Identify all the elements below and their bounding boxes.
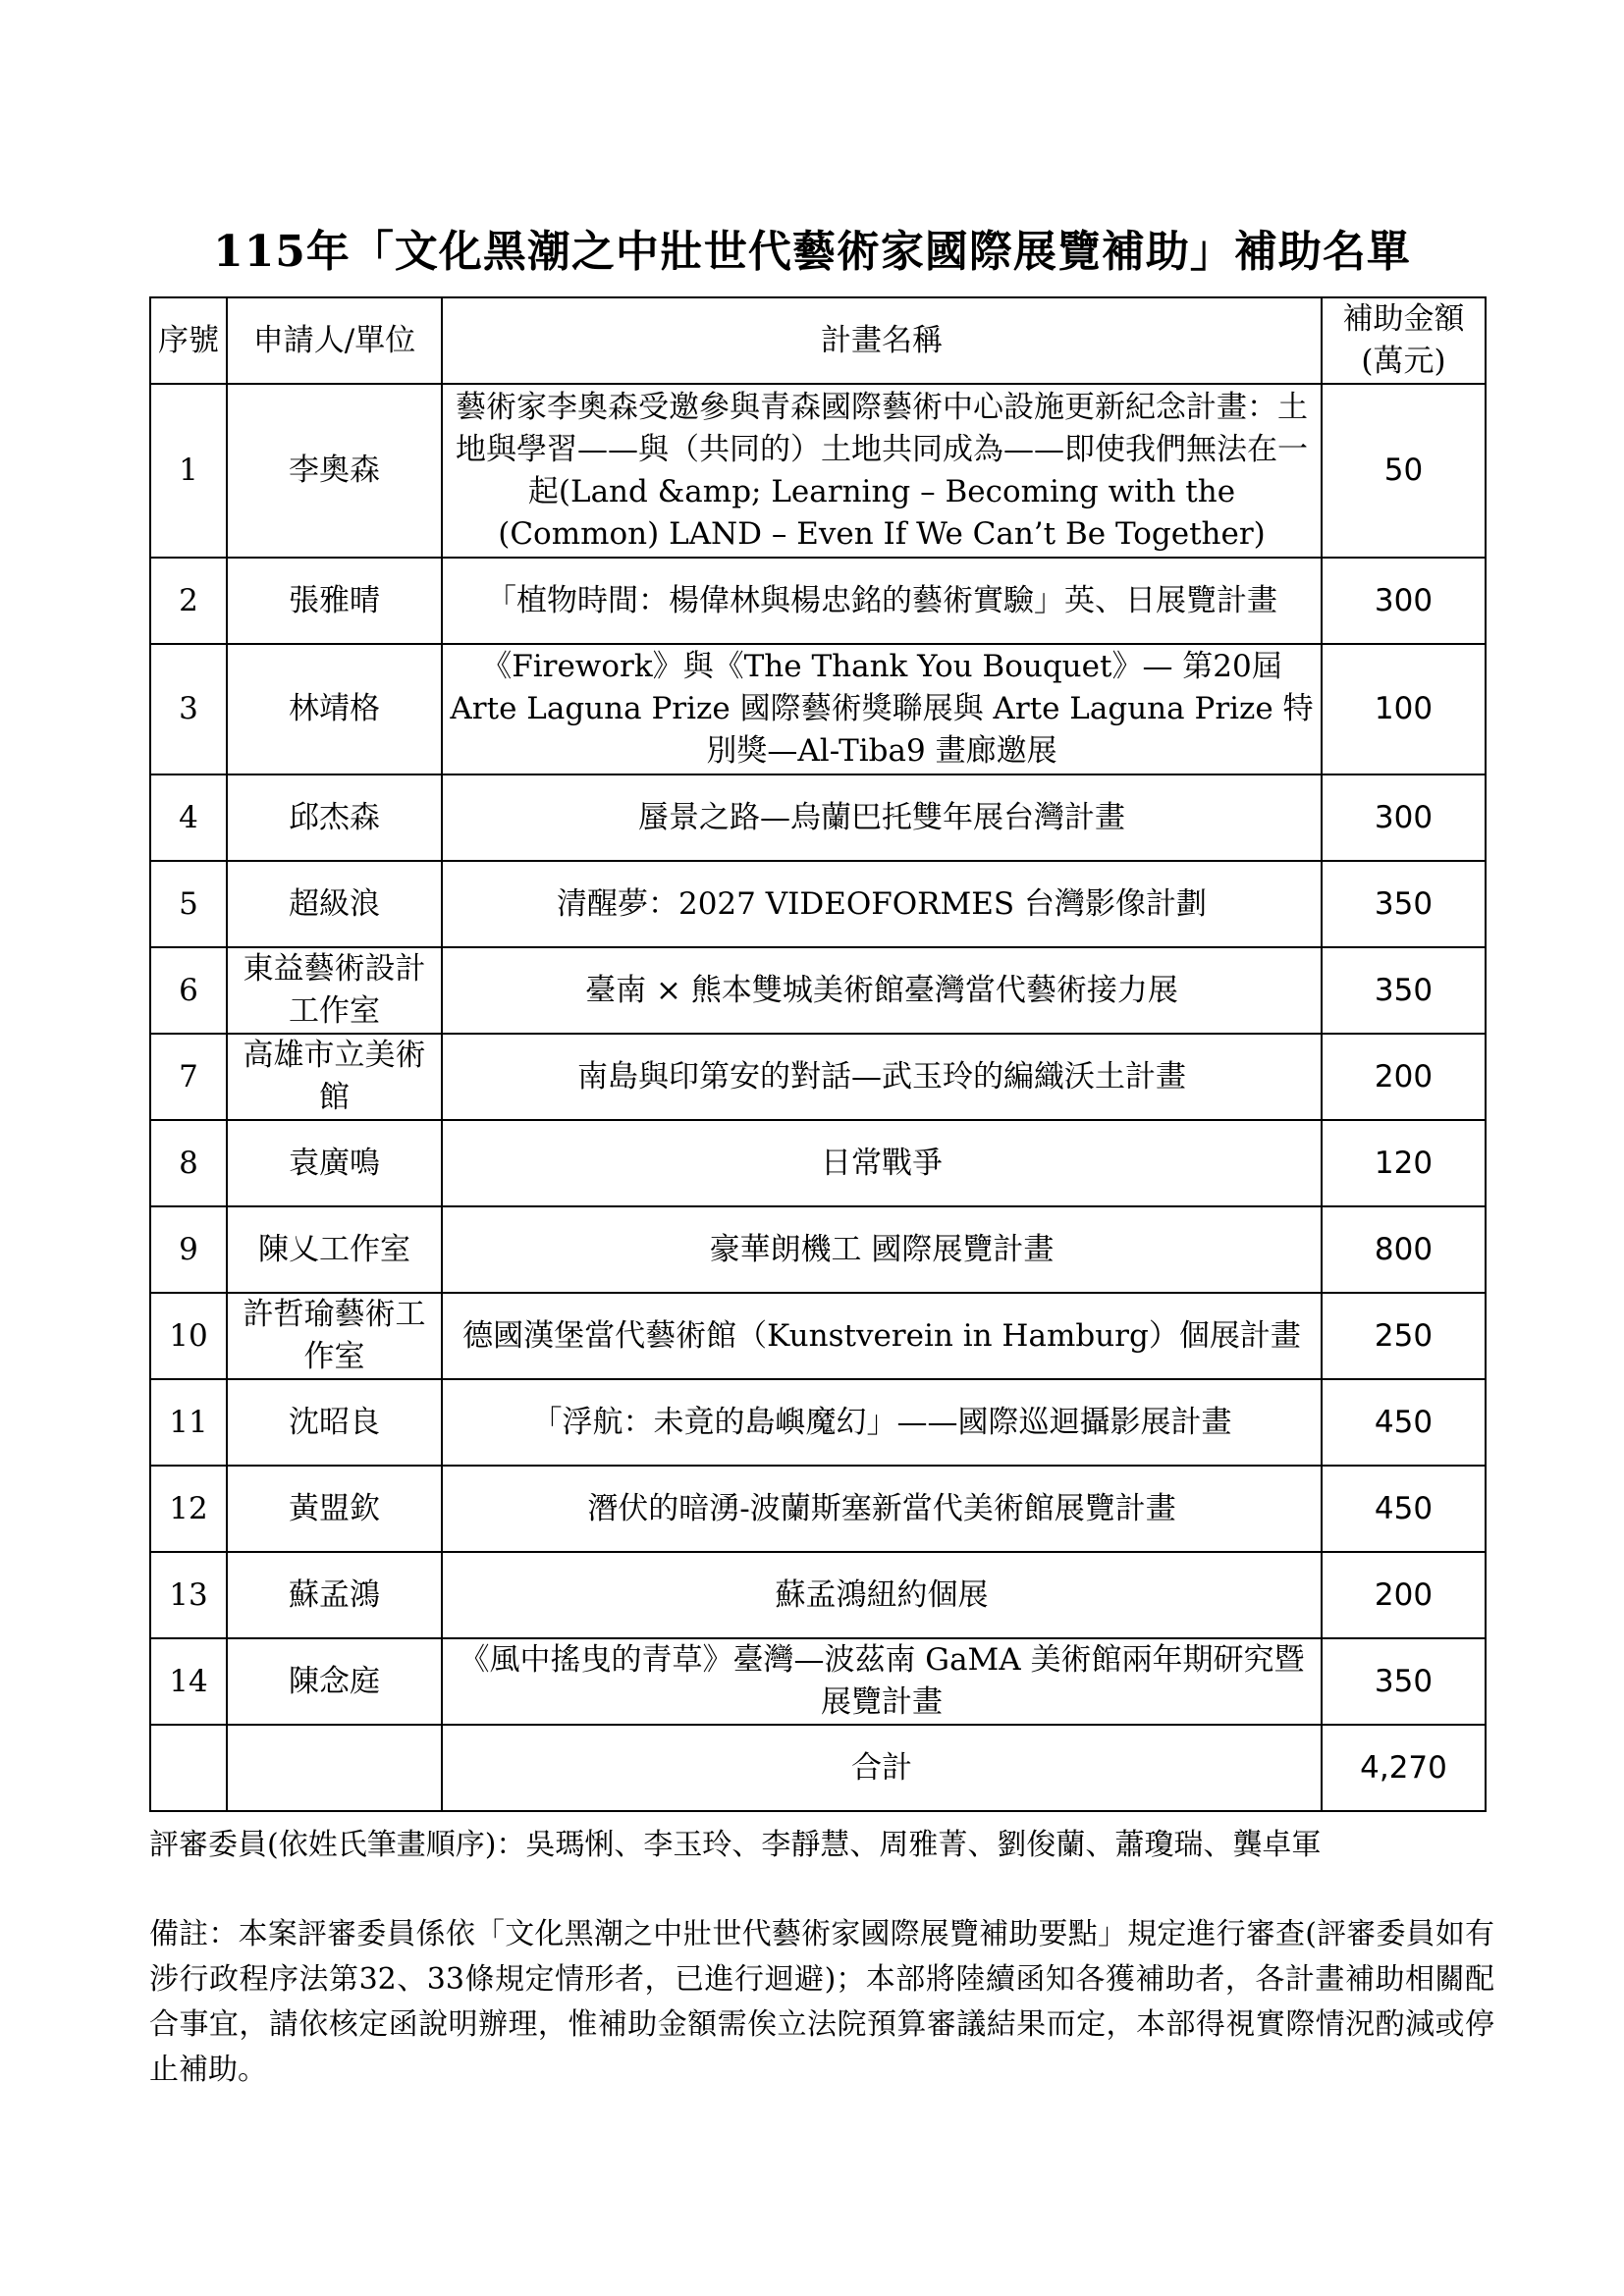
row-applicant: 蘇孟鴻	[227, 1552, 442, 1638]
row-project: 蜃景之路—烏蘭巴托雙年展台灣計畫	[442, 774, 1322, 861]
row-amount: 350	[1322, 1638, 1486, 1725]
row-amount: 450	[1322, 1466, 1486, 1552]
table-row	[150, 861, 1486, 947]
row-no: 14	[150, 1638, 227, 1725]
row-no: 7	[150, 1034, 227, 1120]
row-no: 3	[150, 644, 227, 774]
page-title: 115年「文化黑潮之中壯世代藝術家國際展覽補助」補助名單	[213, 227, 1411, 277]
row-applicant: 超級浪	[227, 861, 442, 947]
header-amount-line1: 補助金額	[1342, 301, 1465, 337]
table-row	[150, 1552, 1486, 1638]
table-row	[150, 384, 1486, 558]
row-project: 藝術家李奧森受邀參與青森國際藝術中心設施更新紀念計畫：土地與學習——與（共同的）土地共同成為——即使我們無法在一起(Land &amp; Learning – Becoming with the (Common) LAND – Even If We Can’t Be Together)	[442, 384, 1322, 558]
header-applicant: 申請人/單位	[227, 297, 442, 384]
row-applicant: 許哲瑜藝術工作室	[227, 1293, 442, 1379]
row-applicant: 李奧森	[227, 384, 442, 558]
table-row	[150, 1466, 1486, 1552]
row-amount: 100	[1322, 644, 1486, 774]
row-no: 5	[150, 861, 227, 947]
row-applicant: 高雄市立美術館	[227, 1034, 442, 1120]
row-applicant: 陳念庭	[227, 1638, 442, 1725]
row-no: 8	[150, 1120, 227, 1206]
table-row	[150, 558, 1486, 644]
row-amount: 50	[1322, 384, 1486, 558]
row-amount: 350	[1322, 861, 1486, 947]
row-no: 13	[150, 1552, 227, 1638]
table-row	[150, 1120, 1486, 1206]
row-applicant: 沈昭良	[227, 1379, 442, 1466]
header-project: 計畫名稱	[442, 297, 1322, 384]
row-no: 12	[150, 1466, 227, 1552]
row-project: 《風中搖曳的青草》臺灣—波茲南 GaMA 美術館兩年期研究暨展覽計畫	[442, 1638, 1322, 1725]
row-project: 「浮航：未竟的島嶼魔幻」——國際巡迴攝影展計畫	[442, 1379, 1322, 1466]
row-no: 10	[150, 1293, 227, 1379]
remarks-note: 備註：本案評審委員係依「文化黑潮之中壯世代藝術家國際展覽補助要點」規定進行審查(評審委員如有涉行政程序法第32、33條規定情形者，已進行迴避)；本部將陸續函知各獲補助者，各計畫補助相關配合事宜，請依核定函說明辦理，惟補助金額需俟立法院預算審議結果而定，本部得視實際情況酌減或停止補助。	[149, 1917, 1494, 2087]
row-amount: 300	[1322, 558, 1486, 644]
row-no: 6	[150, 947, 227, 1034]
header-no: 序號	[150, 297, 227, 384]
row-applicant: 黃盟欽	[227, 1466, 442, 1552]
row-applicant: 張雅晴	[227, 558, 442, 644]
table-row	[150, 947, 1486, 1034]
row-applicant: 邱杰森	[227, 774, 442, 861]
row-project: 南島與印第安的對話—武玉玲的編織沃土計畫	[442, 1034, 1322, 1120]
row-amount: 300	[1322, 774, 1486, 861]
reviewers-list: 評審委員(依姓氏筆畫順序)：吳瑪悧、李玉玲、李靜慧、周雅菁、劉俊蘭、蕭瓊瑞、龔卓軍	[149, 1828, 1322, 1862]
row-applicant: 林靖格	[227, 644, 442, 774]
row-no: 11	[150, 1379, 227, 1466]
total-empty-cell	[150, 1725, 227, 1811]
row-no: 4	[150, 774, 227, 861]
table-row	[150, 1293, 1486, 1379]
row-amount: 120	[1322, 1120, 1486, 1206]
total-row	[150, 1725, 1486, 1811]
row-project: 日常戰爭	[442, 1120, 1322, 1206]
row-project: 「植物時間：楊偉林與楊忠銘的藝術實驗」英、日展覽計畫	[442, 558, 1322, 644]
total-label: 合計	[442, 1725, 1322, 1811]
total-empty-cell	[227, 1725, 442, 1811]
row-applicant: 陳乂工作室	[227, 1206, 442, 1293]
row-amount: 250	[1322, 1293, 1486, 1379]
table-row	[150, 1034, 1486, 1120]
row-project: 德國漢堡當代藝術館（Kunstverein in Hamburg）個展計畫	[442, 1293, 1322, 1379]
row-no: 2	[150, 558, 227, 644]
row-no: 1	[150, 384, 227, 558]
row-project: 《Firework》與《The Thank You Bouquet》— 第20屆 Arte Laguna Prize 國際藝術獎聯展與 Arte Laguna Prize 特別獎—Al-Tiba9 畫廊邀展	[442, 644, 1322, 774]
row-project: 潛伏的暗湧-波蘭斯塞新當代美術館展覽計畫	[442, 1466, 1322, 1552]
table-row	[150, 644, 1486, 774]
row-amount: 350	[1322, 947, 1486, 1034]
row-project: 蘇孟鴻紐約個展	[442, 1552, 1322, 1638]
table-header-row	[150, 297, 1486, 384]
row-amount: 200	[1322, 1552, 1486, 1638]
row-project: 豪華朗機工 國際展覽計畫	[442, 1206, 1322, 1293]
row-applicant: 東益藝術設計工作室	[227, 947, 442, 1034]
row-amount: 800	[1322, 1206, 1486, 1293]
table-row	[150, 774, 1486, 861]
row-project: 臺南 × 熊本雙城美術館臺灣當代藝術接力展	[442, 947, 1322, 1034]
row-no: 9	[150, 1206, 227, 1293]
row-project: 清醒夢：2027 VIDEOFORMES 台灣影像計劃	[442, 861, 1322, 947]
table-row	[150, 1379, 1486, 1466]
row-amount: 450	[1322, 1379, 1486, 1466]
header-amount	[1322, 297, 1486, 384]
row-amount: 200	[1322, 1034, 1486, 1120]
grant-table	[149, 296, 1487, 1812]
header-amount-line2: (萬元)	[1361, 344, 1446, 379]
total-amount: 4,270	[1322, 1725, 1486, 1811]
table-row	[150, 1206, 1486, 1293]
row-applicant: 袁廣鳴	[227, 1120, 442, 1206]
table-row	[150, 1638, 1486, 1725]
